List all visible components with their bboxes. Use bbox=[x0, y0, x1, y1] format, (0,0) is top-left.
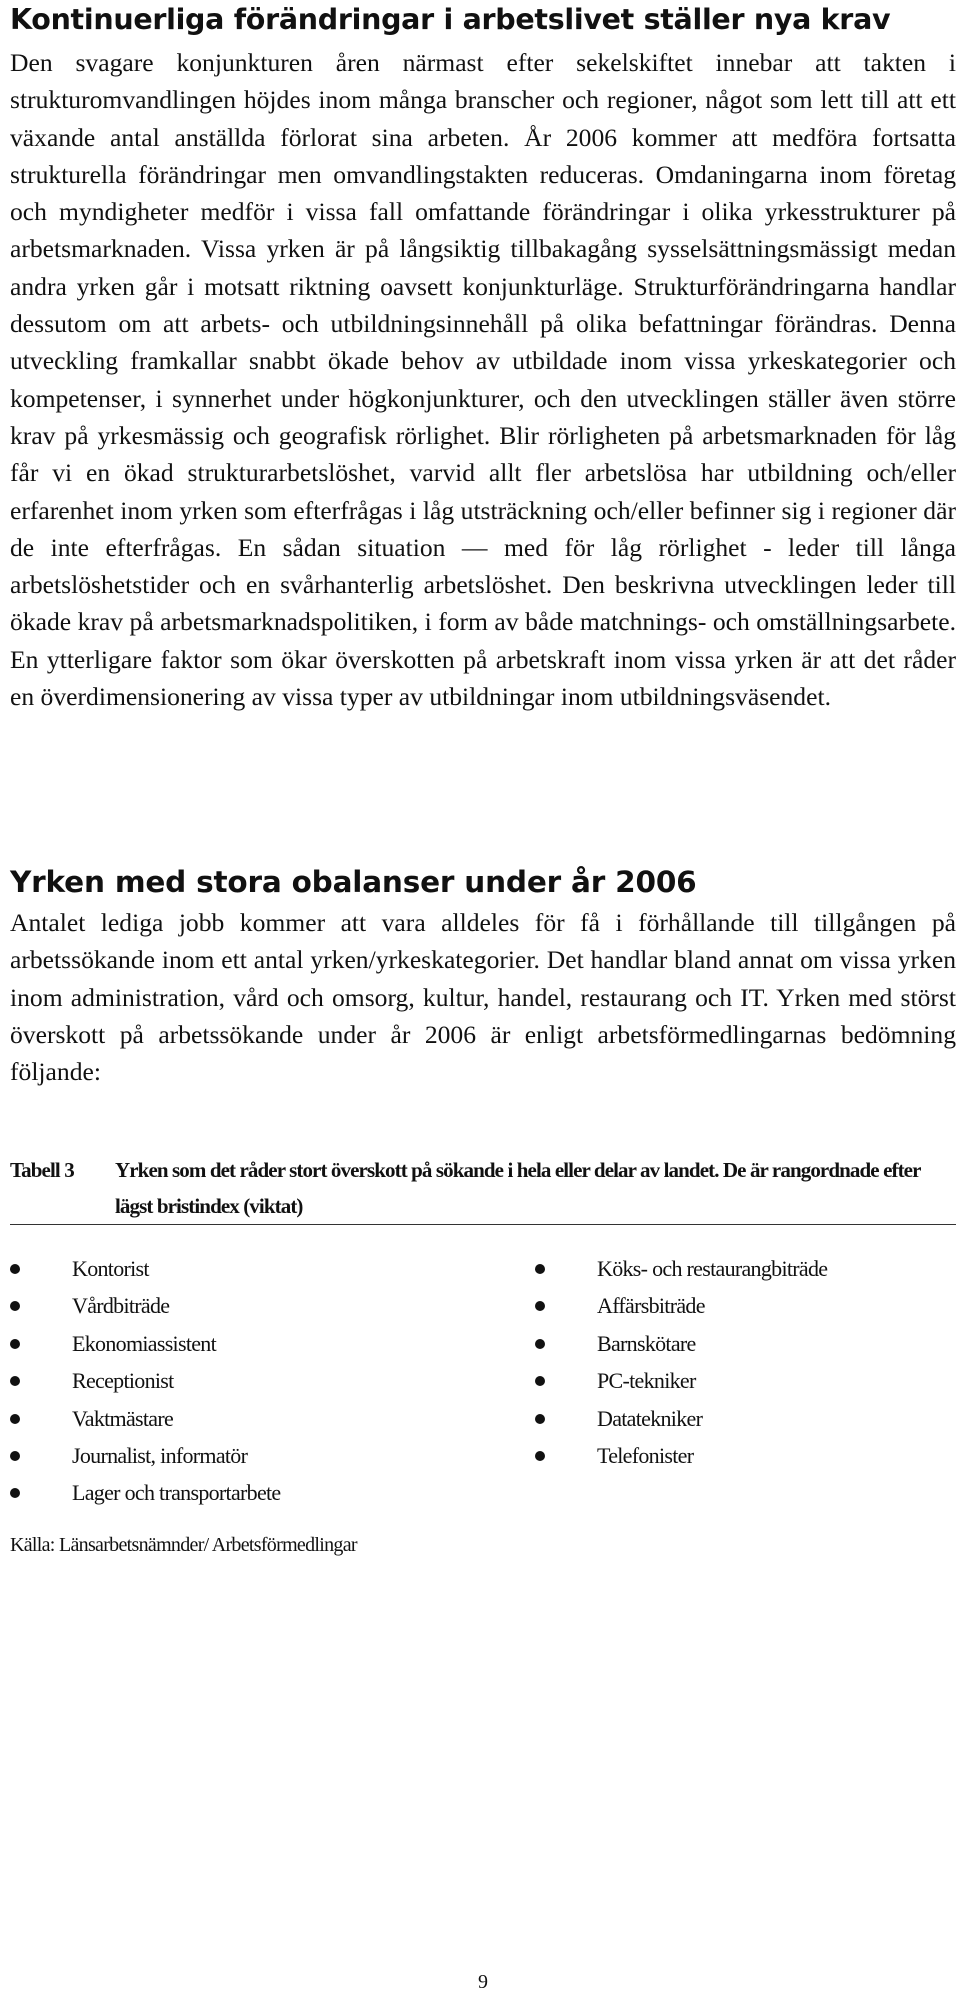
list-item bbox=[535, 1362, 955, 1399]
list-item bbox=[10, 1437, 510, 1474]
section-heading-2: Yrken med stora obalanser under år 2006 bbox=[10, 865, 697, 899]
bullet-icon bbox=[535, 1414, 545, 1424]
page-number: 9 bbox=[478, 1971, 488, 1993]
table-source: Källa: Länsarbetsnämnder/ Arbetsförmedlingar bbox=[10, 1534, 357, 1556]
list-item bbox=[535, 1250, 955, 1287]
list-item-label: Lager och transportarbete bbox=[72, 1480, 281, 1506]
bullet-icon bbox=[10, 1451, 20, 1461]
list-item-label: Journalist, informatör bbox=[72, 1443, 248, 1469]
section-heading-1: Kontinuerliga förändringar i arbetslivet ställer nya krav bbox=[10, 3, 891, 36]
list-item-label: Vaktmästare bbox=[72, 1405, 174, 1431]
occupation-list-right bbox=[535, 1250, 955, 1474]
list-item-label: Affärsbiträde bbox=[597, 1293, 705, 1319]
bullet-icon bbox=[535, 1339, 545, 1349]
list-item-label: Telefonister bbox=[597, 1443, 694, 1469]
list-item-label: Köks- och restaurangbiträde bbox=[597, 1256, 828, 1281]
table-caption-rule bbox=[10, 1224, 956, 1225]
bullet-icon bbox=[10, 1376, 20, 1386]
bullet-icon bbox=[10, 1301, 20, 1311]
bullet-icon bbox=[10, 1488, 20, 1498]
table-number: Tabell 3 bbox=[10, 1158, 74, 1182]
list-item bbox=[10, 1474, 510, 1511]
bullet-icon bbox=[535, 1376, 545, 1386]
table-caption-text: Yrken som det råder stort överskott på sökande i hela eller delar av landet. De är rangordnade efter lägst bristindex (viktat) bbox=[115, 1158, 921, 1218]
list-item bbox=[535, 1400, 955, 1437]
list-item bbox=[535, 1437, 955, 1474]
list-item-label: Barnskötare bbox=[597, 1330, 696, 1356]
list-item bbox=[10, 1325, 510, 1362]
list-item-label: Kontorist bbox=[72, 1256, 149, 1281]
occupation-list-left bbox=[10, 1250, 510, 1512]
bullet-icon bbox=[10, 1414, 20, 1424]
bullet-icon bbox=[10, 1264, 20, 1274]
list-item bbox=[10, 1362, 510, 1399]
section-2-paragraph: Antalet lediga jobb kommer att vara alldeles för få i förhållande till tillgången på arbetssökande inom ett antal yrken/yrkeskategorier. Det handlar bland annat om vissa yrken inom administration, vård och omsorg, kultur, handel, restaurang och IT. Yrken med störst överskott på arbetssökande under år 2006 är enligt arbetsförmedlingarnas bedömning följande: bbox=[10, 908, 956, 1087]
list-item bbox=[535, 1287, 955, 1324]
list-item-label: PC-tekniker bbox=[597, 1368, 696, 1394]
list-item bbox=[10, 1287, 510, 1324]
list-item bbox=[10, 1400, 510, 1437]
bullet-icon bbox=[535, 1451, 545, 1461]
list-item-label: Vårdbiträde bbox=[72, 1293, 170, 1319]
list-item-label: Receptionist bbox=[72, 1368, 174, 1394]
list-item-label: Datatekniker bbox=[597, 1405, 703, 1431]
list-item-label: Ekonomiassistent bbox=[72, 1330, 217, 1356]
bullet-icon bbox=[535, 1264, 545, 1274]
bullet-icon bbox=[535, 1301, 545, 1311]
section-1-paragraph: Den svagare konjunkturen åren närmast efter sekelskiftet innebar att takten i strukturomvandlingen höjdes inom många branscher och regioner, något som lett till att ett växande antal anställda förlorat sina arbeten. År 2006 kommer att medföra fortsatta strukturella förändringar men omvandlingstakten reduceras. Omdaningarna inom företag och myndigheter medför i vissa fall omfattande förändringar i olika yrkesstrukturer på arbetsmarknaden. Vissa yrken är på långsiktig tillbakagång sysselsättningsmässigt medan andra yrken går i motsatt riktning oavsett konjunkturläge. Strukturförändringarna handlar dessutom om att arbets- och utbildningsinnehåll på olika befattningar förändras. Denna utveckling framkallar snabbt ökade behov av utbildade inom vissa yrkeskategorier och kompetenser, i synnerhet under högkonjunkturer, och den utvecklingen ställer även större krav på yrkesmässig och geografisk rörlighet. Blir rörligheten på arbetsmarknaden för låg får vi en ökad strukturarbetslöshet, varvid allt fler arbetslösa har utbildning och/eller erfarenhet inom yrken som efterfrågas i låg utsträckning och/eller befinner sig i regioner där de inte efterfrågas. En sådan situation — med för låg rörlighet - leder till långa arbetslöshetstider och en svårhanterlig arbetslöshet. Den beskrivna utvecklingen leder till ökade krav på arbetsmarknadspolitiken, i form av både matchnings- och omställningsarbete. En ytterligare faktor som ökar överskotten på arbetskraft inom vissa yrken är att det råder en överdimensionering av vissa typer av utbildningar inom utbildningsväsendet. bbox=[10, 48, 956, 712]
list-item bbox=[535, 1325, 955, 1362]
bullet-icon bbox=[10, 1339, 20, 1349]
list-item bbox=[10, 1250, 510, 1287]
